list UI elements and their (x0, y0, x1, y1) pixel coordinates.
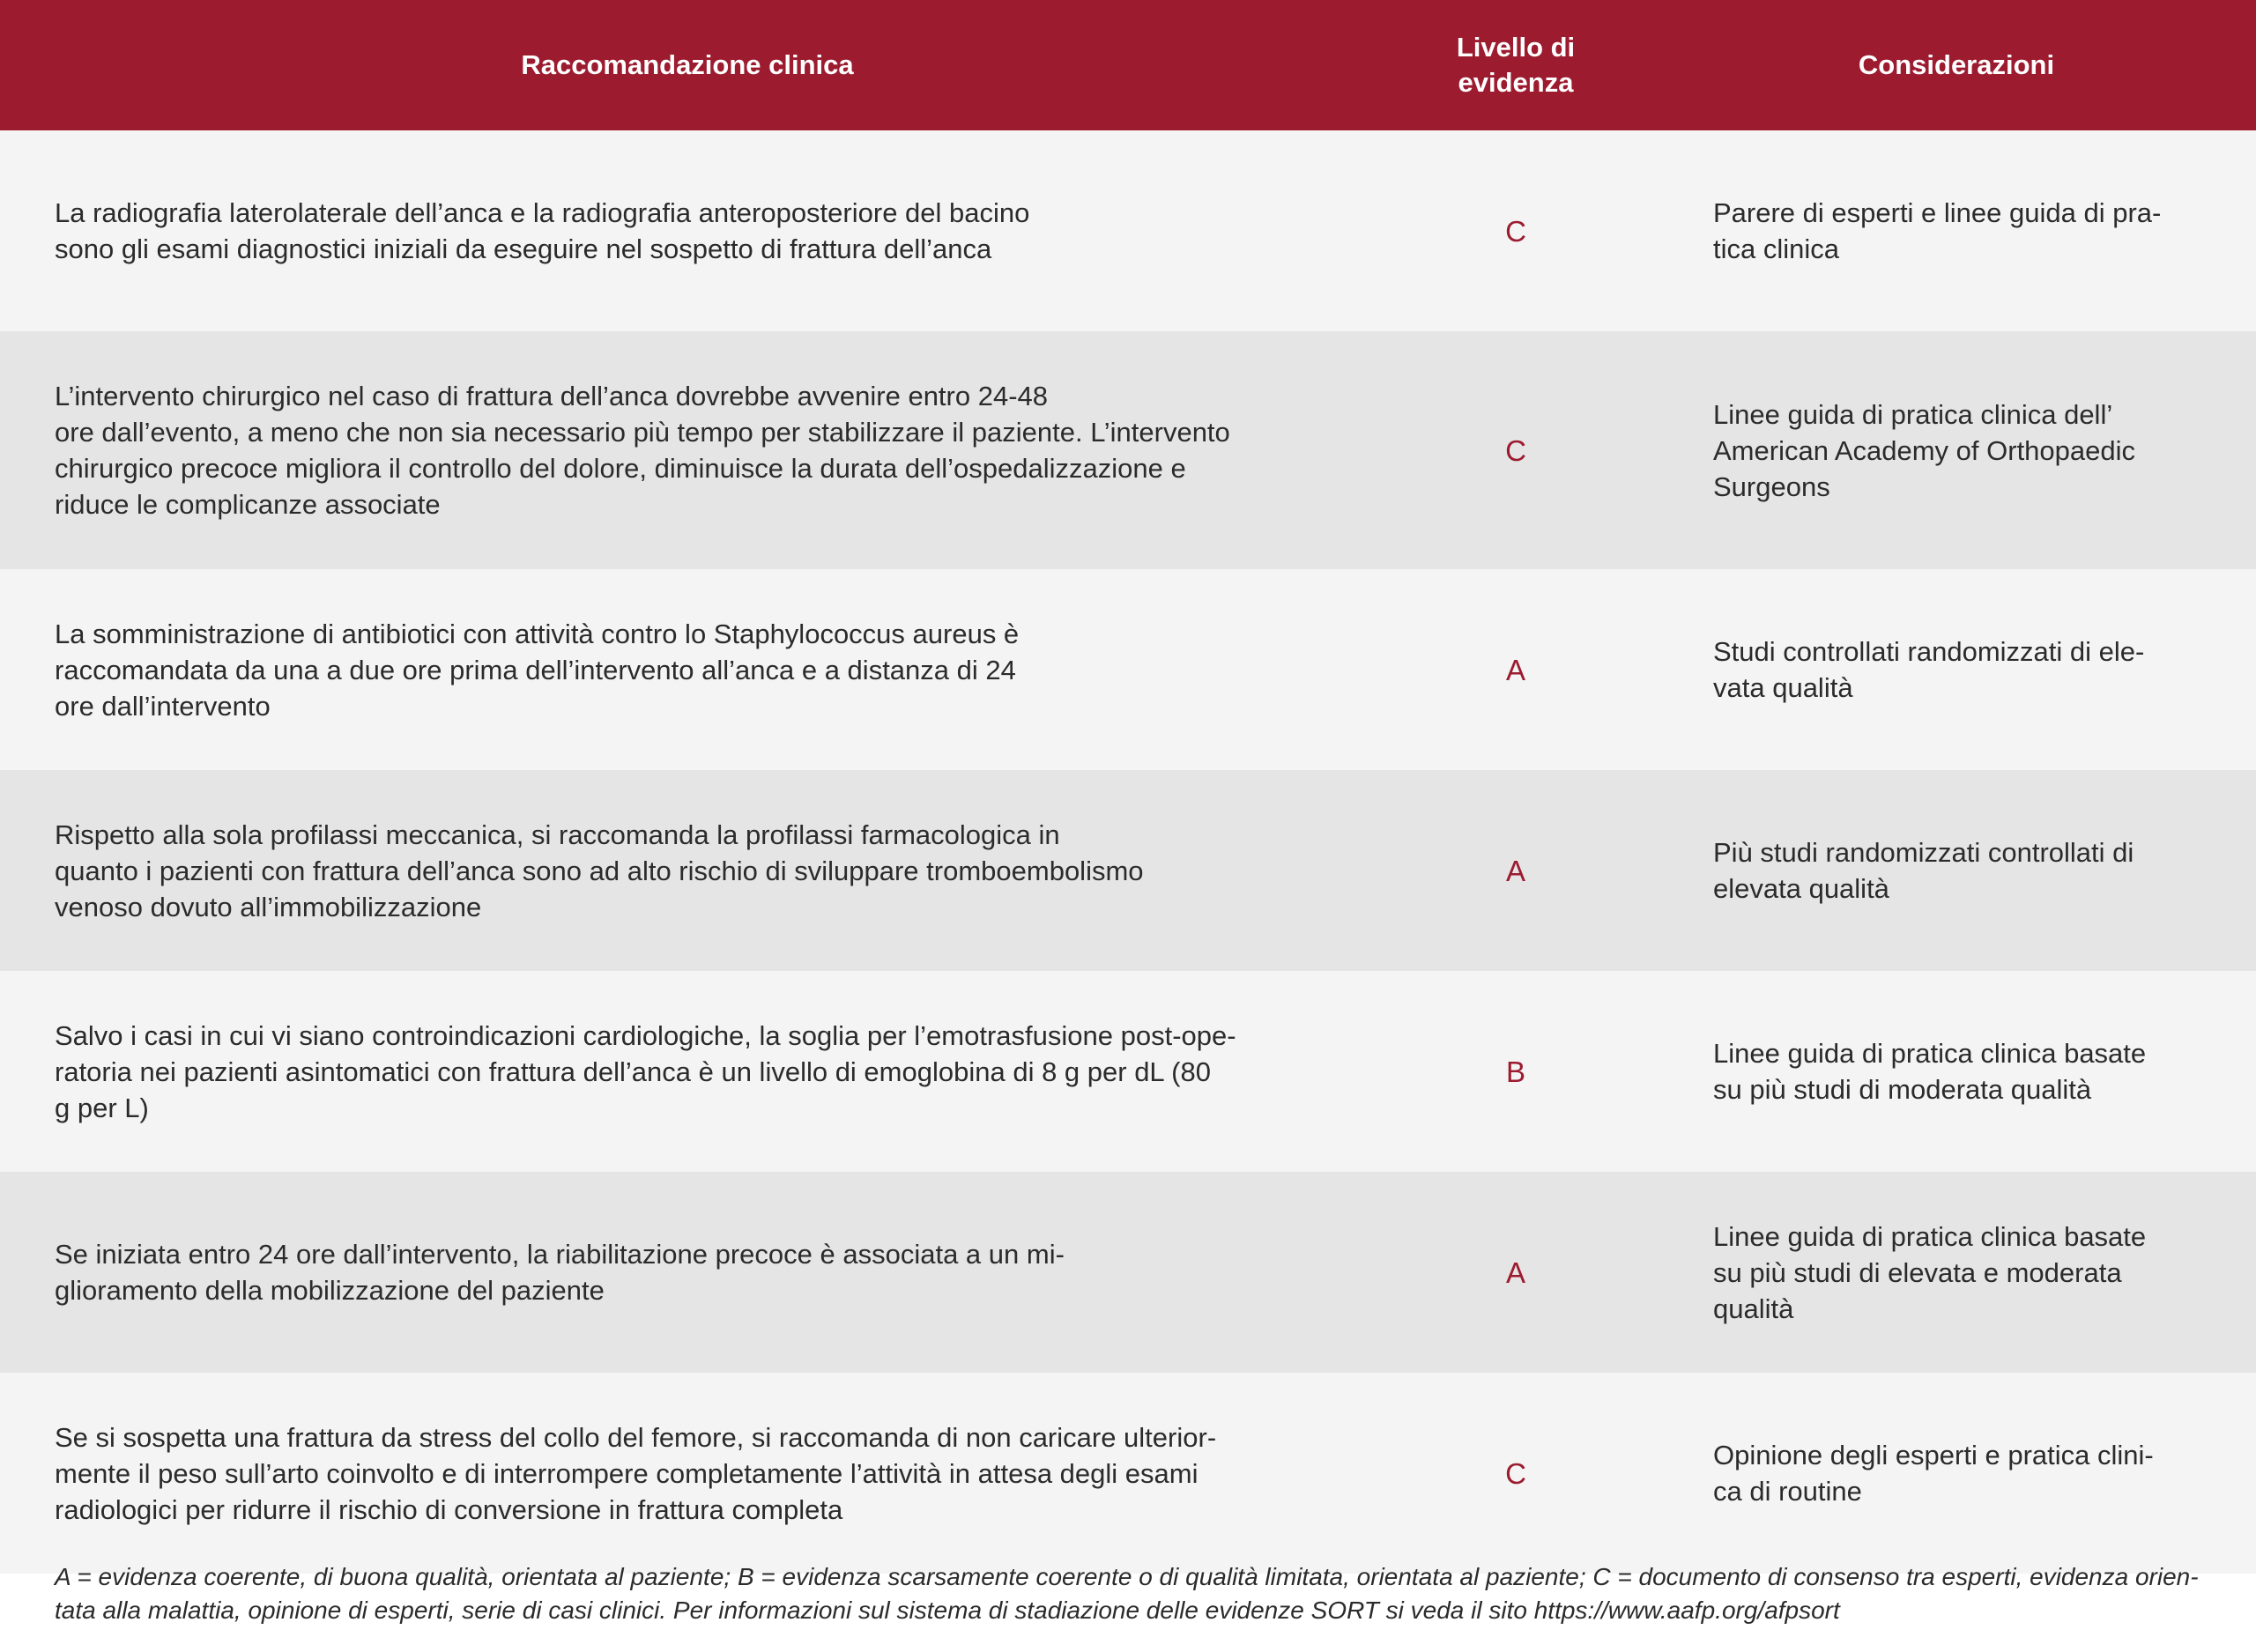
table-row (0, 130, 2256, 331)
considerations-cell: Studi controllati randomizzati di ele- vata qualità (1657, 569, 2256, 770)
header-recommendation: Raccomandazione clinica (0, 0, 1375, 130)
table-row (0, 331, 2256, 569)
recommendation-cell: Salvo i casi in cui vi siano controindicazioni cardiologiche, la soglia per l’emotrasfusione post-ope- ratoria nei pazienti asintomatici con frattura dell’anca è un livello di emoglobina di 8 g per dL (80 g per L) (0, 971, 1375, 1172)
recommendation-cell: La somministrazione di antibiotici con attività contro lo Staphylococcus aureus è raccomandata da una a due ore prima dell’intervento all’anca e a distanza di 24 ore dall’intervento (0, 569, 1375, 770)
evidence-level-cell: C (1375, 130, 1657, 331)
table-header (0, 0, 2256, 130)
evidence-level-cell: B (1375, 971, 1657, 1172)
recommendation-cell: Se si sospetta una frattura da stress del collo del femore, si raccomanda di non caricare ulterior- mente il peso sull’arto coinvolto e di interrompere completamente l’attività in attesa degli esami radiologici per ridurre il rischio di conversione in frattura completa (0, 1373, 1375, 1574)
table-body (0, 130, 2256, 1574)
table-row (0, 569, 2256, 770)
recommendation-cell: Rispetto alla sola profilassi meccanica, si raccomanda la profilassi farmacologica in quanto i pazienti con frattura dell’anca sono ad alto rischio di sviluppare tromboembolismo venoso dovuto all’immobilizzazione (0, 770, 1375, 971)
considerations-cell: Linee guida di pratica clinica basate su più studi di moderata qualità (1657, 971, 2256, 1172)
considerations-cell: Opinione degli esperti e pratica clini- ca di routine (1657, 1373, 2256, 1574)
table-row (0, 1172, 2256, 1373)
evidence-level-cell: A (1375, 1172, 1657, 1373)
considerations-cell: Linee guida di pratica clinica dell’ American Academy of Orthopaedic Surgeons (1657, 331, 2256, 569)
evidence-level-cell: C (1375, 1373, 1657, 1574)
header-considerations: Considerazioni (1657, 0, 2256, 130)
evidence-level-cell: C (1375, 331, 1657, 569)
evidence-level-cell: A (1375, 770, 1657, 971)
table-row (0, 971, 2256, 1172)
header-evidence-level: Livello di evidenza (1375, 0, 1657, 130)
table-footnote: A = evidenza coerente, di buona qualità, orientata al paziente; B = evidenza scarsamente coerente o di qualità limitata, orientata al paziente; C = documento di consenso tra esperti, evidenza orien- tata alla malattia, opinione di esperti, serie di casi clinici. Per informazioni sul sistema di stadiazione delle evidenze SORT si veda il sito https://www.aafp.org/afpsort (55, 1563, 2199, 1624)
recommendation-cell: La radiografia laterolaterale dell’anca e la radiografia anteroposteriore del bacino sono gli esami diagnostici iniziali da eseguire nel sospetto di frattura dell’anca (0, 130, 1375, 331)
header-row (0, 0, 2256, 130)
recommendation-cell: Se iniziata entro 24 ore dall’intervento, la riabilitazione precoce è associata a un mi- glioramento della mobilizzazione del paziente (0, 1172, 1375, 1373)
table-row (0, 1373, 2256, 1574)
considerations-cell: Parere di esperti e linee guida di pra- tica clinica (1657, 130, 2256, 331)
considerations-cell: Più studi randomizzati controllati di elevata qualità (1657, 770, 2256, 971)
evidence-level-cell: A (1375, 569, 1657, 770)
table-row (0, 770, 2256, 971)
recommendation-cell: L’intervento chirurgico nel caso di frattura dell’anca dovrebbe avvenire entro 24-48 ore dall’evento, a meno che non sia necessario più tempo per stabilizzare il paziente. L’intervento chirurgico precoce migliora il controllo del dolore, diminuisce la durata dell’ospedalizzazione e riduce le complicanze associate (0, 331, 1375, 569)
considerations-cell: Linee guida di pratica clinica basate su più studi di elevata e moderata qualità (1657, 1172, 2256, 1373)
